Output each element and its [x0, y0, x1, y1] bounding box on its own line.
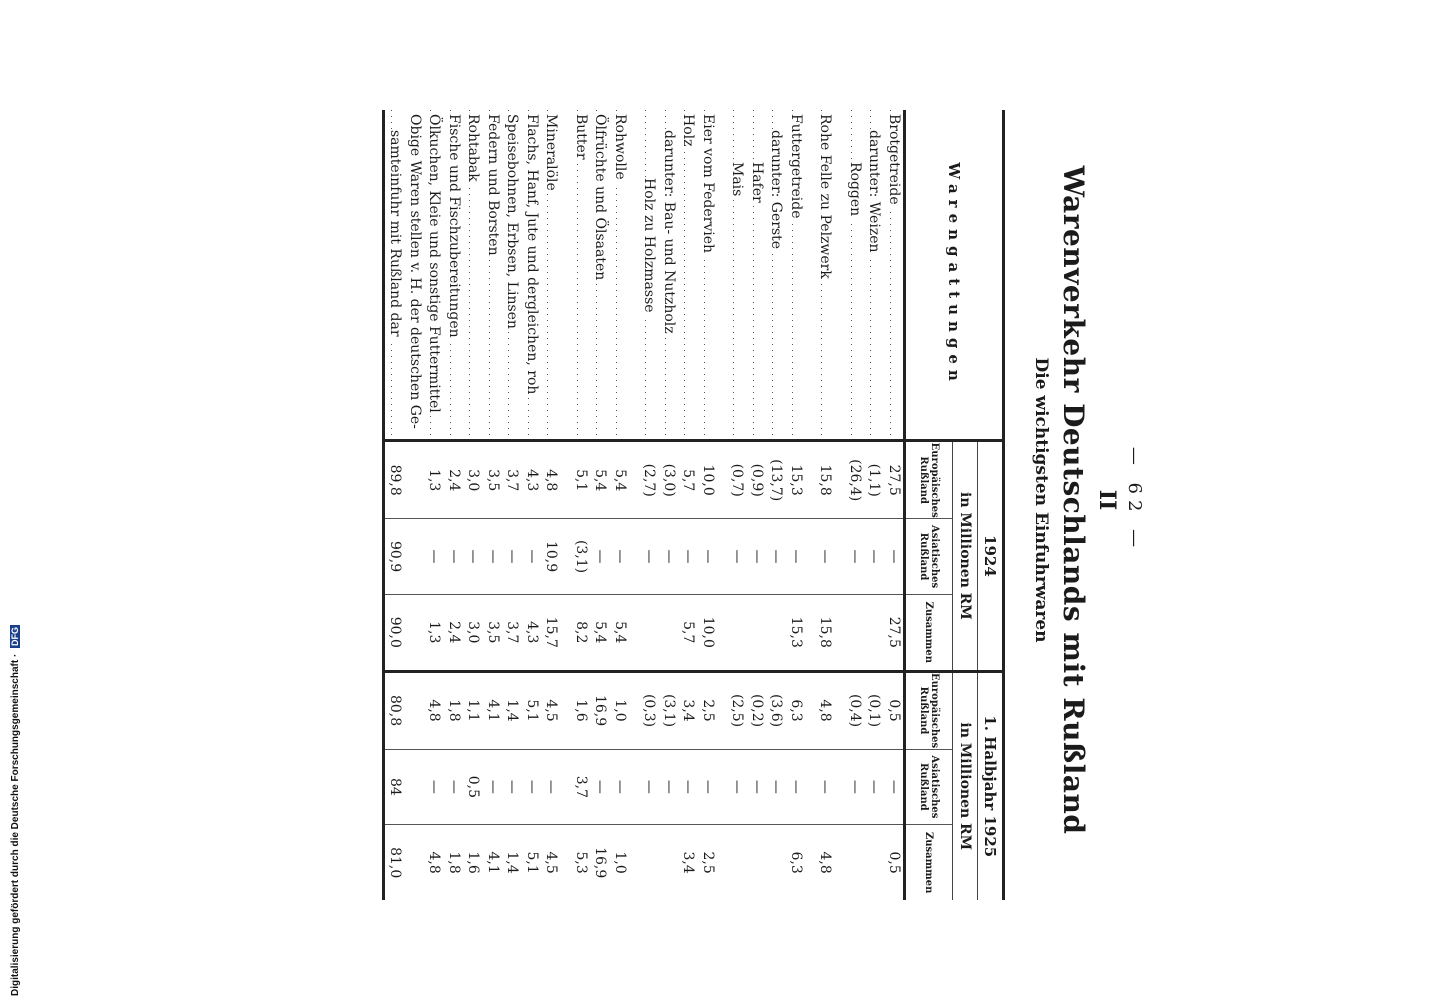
value-cell: 4,8	[426, 851, 443, 874]
page-subtitle: Die wichtigsten Einfuhrwaren	[1031, 357, 1051, 643]
goods-name: Ölfrüchte und Ölsaaten	[593, 114, 609, 283]
value-cell: 0,5	[463, 749, 483, 825]
value-cell: —	[678, 519, 698, 595]
value-cell: —	[639, 749, 659, 825]
value-cell: —	[444, 519, 464, 595]
table-row	[845, 110, 865, 900]
value-cell: 1,6	[571, 671, 591, 749]
section-number: II	[1094, 489, 1120, 511]
value-cell: 0,5	[884, 671, 905, 749]
value-cell: 4,8	[541, 441, 561, 519]
import-table	[378, 110, 1005, 900]
row-spacer	[835, 110, 845, 900]
value-cell: (3,1)	[571, 519, 591, 595]
value-cell: —	[815, 519, 835, 595]
goods-name: Rohe Felle zu Pelzwerk	[818, 114, 834, 282]
goods-name-cell	[502, 110, 522, 441]
value-cell: 4,3	[522, 594, 542, 671]
value-cell: 5,1	[524, 851, 540, 874]
value-cell: —	[864, 749, 884, 825]
value-cell: 1,1	[463, 671, 483, 749]
table-row	[815, 110, 835, 900]
value-cell: (2,5)	[727, 671, 747, 749]
table-row	[659, 110, 679, 900]
table-row	[571, 110, 591, 900]
col-1925-european: Europäisches Rußland	[905, 671, 953, 749]
table-row	[424, 110, 444, 900]
row-spacer	[629, 110, 639, 900]
value-cell: 5,7	[678, 594, 698, 671]
value-cell	[864, 825, 884, 900]
value-cell: (0,9)	[747, 441, 767, 519]
table-bottom-rule	[378, 110, 384, 900]
value-cell	[845, 594, 865, 671]
period-1924-header: 1924	[978, 441, 1004, 671]
table-row	[384, 110, 405, 900]
digitization-credit: Digitalisierung gefördert durch die Deutsche Forschungsgemeinschaft · DFG	[10, 626, 21, 996]
col-1924-total: Zusammen	[905, 594, 953, 671]
col-1925-total: Zusammen	[905, 825, 953, 900]
value-cell: —	[747, 749, 767, 825]
value-cell: 1,8	[444, 671, 464, 749]
goods-name-cell	[815, 110, 835, 441]
table-row	[522, 110, 542, 900]
goods-name-cell	[384, 110, 405, 441]
goods-name: darunter: Gerste	[769, 130, 785, 252]
page-number: — 62 —	[1124, 446, 1145, 554]
rotated-page	[245, 100, 1145, 900]
value-cell: 10,9	[541, 519, 561, 595]
value-cell: —	[747, 519, 767, 595]
value-cell: 90,9	[384, 519, 405, 595]
value-cell: —	[444, 749, 464, 825]
value-cell: 3,0	[463, 441, 483, 519]
value-cell	[405, 749, 425, 825]
goods-name-cell	[639, 110, 659, 441]
table-row	[463, 110, 483, 900]
table-body	[378, 110, 905, 900]
unit-1924: in Millionen RM	[953, 441, 978, 671]
value-cell: 89,8	[384, 441, 405, 519]
value-cell	[864, 594, 884, 671]
goods-name: Mineralöle	[544, 114, 560, 194]
value-cell: 1,8	[446, 851, 462, 874]
value-cell	[405, 825, 425, 900]
value-cell: —	[698, 749, 718, 825]
value-cell: —	[424, 519, 444, 595]
value-cell: 1,4	[504, 851, 521, 874]
table-row	[747, 110, 767, 900]
goods-name: Ölkuchen, Kleie und sonstige Futtermittel	[427, 114, 443, 416]
value-cell: 8,2	[571, 594, 591, 671]
goods-name: Holz	[681, 114, 697, 150]
value-cell	[405, 519, 425, 595]
value-cell: 15,8	[815, 441, 835, 519]
value-cell: —	[727, 749, 747, 825]
goods-name: Brotgetreide	[886, 114, 902, 208]
value-cell: 4,8	[815, 671, 835, 749]
value-cell: 4,3	[522, 441, 542, 519]
goods-name-cell	[786, 110, 806, 441]
value-cell: 84	[384, 749, 405, 825]
value-cell: 4,5	[541, 671, 561, 749]
value-cell: —	[815, 749, 835, 825]
value-cell: (13,7)	[766, 441, 786, 519]
value-cell: —	[590, 749, 610, 825]
value-cell: 5,4	[610, 441, 630, 519]
table-row	[590, 110, 610, 900]
value-cell: 15,3	[786, 594, 806, 671]
period-1925-header: 1. Halbjahr 1925	[978, 671, 1004, 900]
value-cell: 5,4	[590, 594, 610, 671]
value-cell	[405, 594, 425, 671]
row-spacer	[561, 110, 571, 900]
goods-name-cell	[766, 110, 786, 441]
value-cell: —	[766, 519, 786, 595]
value-cell: 10,0	[698, 594, 718, 671]
value-cell: 3,5	[483, 441, 503, 519]
goods-name: Roggen	[847, 162, 863, 219]
value-cell: —	[610, 519, 630, 595]
goods-name: darunter: Bau- und Nutzholz	[661, 130, 677, 337]
value-cell: —	[845, 519, 865, 595]
value-cell: —	[502, 749, 522, 825]
goods-name: Rohtabak	[466, 114, 482, 185]
goods-name: Obige Waren stellen v. H. der deutschen Ge-	[407, 114, 423, 432]
goods-name-cell	[698, 110, 718, 441]
table-row	[727, 110, 747, 900]
goods-name: Butter	[573, 114, 589, 163]
value-cell: —	[610, 749, 630, 825]
value-cell: 4,8	[424, 671, 444, 749]
value-cell: 80,8	[384, 671, 405, 749]
table-row	[639, 110, 659, 900]
value-cell: 3,4	[680, 851, 697, 874]
table-row	[864, 110, 884, 900]
value-cell: —	[786, 519, 806, 595]
value-cell: 16,9	[590, 671, 610, 749]
value-cell: —	[884, 519, 905, 595]
goods-name-cell	[483, 110, 503, 441]
value-cell: 3,7	[502, 441, 522, 519]
value-cell: 5,4	[610, 594, 630, 671]
value-cell: 6,3	[786, 671, 806, 749]
row-spacer	[805, 110, 815, 900]
value-cell: 3,7	[571, 749, 591, 825]
value-cell: —	[727, 519, 747, 595]
table-row	[786, 110, 806, 900]
col-1924-asian: Asiatisches Rußland	[905, 519, 953, 595]
value-cell: 6,3	[788, 851, 804, 874]
value-cell: 4,1	[483, 671, 503, 749]
goods-name: samteinfuhr mit Rußland dar	[388, 130, 404, 340]
value-cell: 90,0	[384, 594, 405, 671]
goods-name-cell	[678, 110, 698, 441]
value-cell: (0,2)	[747, 671, 767, 749]
value-cell: 3,7	[502, 594, 522, 671]
goods-name-cell	[864, 110, 884, 441]
value-cell: 2,5	[698, 671, 718, 749]
value-cell: —	[590, 519, 610, 595]
value-cell: 16,9	[592, 847, 609, 879]
value-cell: (0,7)	[727, 441, 747, 519]
value-cell: 15,3	[786, 441, 806, 519]
value-cell: —	[845, 749, 865, 825]
value-cell	[405, 441, 425, 519]
value-cell: —	[522, 519, 542, 595]
goods-name: darunter: Weizen	[867, 130, 883, 256]
table-row	[541, 110, 561, 900]
table-row	[405, 110, 425, 900]
goods-name-cell	[463, 110, 483, 441]
value-cell	[659, 594, 679, 671]
value-cell: 27,5	[884, 441, 905, 519]
row-spacer	[717, 110, 727, 900]
value-cell: —	[424, 749, 444, 825]
value-cell: —	[639, 519, 659, 595]
value-cell: 27,5	[884, 594, 905, 671]
value-cell: 15,8	[815, 594, 835, 671]
table-row	[483, 110, 503, 900]
value-cell: —	[502, 519, 522, 595]
value-cell: 5,1	[571, 441, 591, 519]
value-cell: 4,8	[817, 851, 834, 874]
value-cell: (3,6)	[766, 671, 786, 749]
value-cell: 3,4	[678, 671, 698, 749]
value-cell: 1,6	[465, 851, 482, 874]
col-1925-asian: Asiatisches Rußland	[905, 749, 953, 825]
goods-name: Federn und Borsten	[485, 114, 501, 259]
value-cell: 5,1	[522, 671, 542, 749]
value-cell: 10,0	[698, 441, 718, 519]
value-cell: 4,1	[485, 851, 501, 874]
goods-name: Eier vom Federvieh	[700, 114, 716, 256]
value-cell: 1,3	[424, 594, 444, 671]
page-header	[1031, 100, 1145, 900]
goods-name-cell	[405, 110, 425, 441]
goods-name-cell	[845, 110, 865, 441]
value-cell: —	[463, 519, 483, 595]
value-cell: —	[659, 749, 679, 825]
table-row	[502, 110, 522, 900]
value-cell	[727, 594, 747, 671]
goods-name: Mais	[730, 162, 746, 199]
value-cell	[639, 594, 659, 671]
value-cell	[727, 825, 747, 900]
goods-name-cell	[610, 110, 630, 441]
goods-name-cell	[727, 110, 747, 441]
goods-name: Flachs, Hanf, Jute und dergleichen, roh	[524, 114, 540, 397]
value-cell: 5,4	[590, 441, 610, 519]
dfg-logo: DFG	[10, 626, 21, 646]
goods-name: Futtergetreide	[788, 114, 804, 222]
value-cell: —	[786, 749, 806, 825]
value-cell: 1,0	[610, 671, 630, 749]
table-row	[444, 110, 464, 900]
value-cell	[639, 825, 659, 900]
value-cell: 5,3	[573, 851, 589, 874]
value-cell: (0,3)	[639, 671, 659, 749]
value-cell: 1,4	[502, 671, 522, 749]
value-cell: —	[678, 749, 698, 825]
value-cell: 2,5	[700, 851, 716, 874]
value-cell: 3,0	[463, 594, 483, 671]
table-row	[766, 110, 786, 900]
value-cell: (3,1)	[659, 671, 679, 749]
value-cell: 2,4	[444, 594, 464, 671]
value-cell: (2,7)	[639, 441, 659, 519]
goods-name-cell	[522, 110, 542, 441]
value-cell: —	[541, 749, 561, 825]
value-cell: —	[522, 749, 542, 825]
goods-name: Rohwolle	[612, 114, 628, 183]
table-row	[610, 110, 630, 900]
value-cell: 1,0	[612, 851, 628, 874]
value-cell: —	[483, 519, 503, 595]
value-cell: (1,1)	[864, 441, 884, 519]
goods-name-cell	[571, 110, 591, 441]
value-cell: 4,5	[543, 851, 560, 874]
value-cell	[405, 671, 425, 749]
value-cell	[766, 825, 786, 900]
goods-name-cell	[541, 110, 561, 441]
value-cell: (3,0)	[659, 441, 679, 519]
goods-name-cell	[747, 110, 767, 441]
value-cell: 1,3	[424, 441, 444, 519]
value-cell: —	[659, 519, 679, 595]
goods-name-cell	[659, 110, 679, 441]
value-cell: 3,5	[483, 594, 503, 671]
value-cell: 0,5	[886, 851, 902, 874]
table-row	[678, 110, 698, 900]
value-cell: —	[864, 519, 884, 595]
value-cell: —	[483, 749, 503, 825]
value-cell: 15,7	[541, 594, 561, 671]
unit-1925: in Millionen RM	[953, 671, 978, 900]
goods-header: Warengattungen	[905, 110, 1004, 441]
value-cell: 5,7	[678, 441, 698, 519]
value-cell	[766, 594, 786, 671]
goods-name-cell	[884, 110, 905, 441]
value-cell	[659, 825, 679, 900]
table-row	[698, 110, 718, 900]
value-cell: (26,4)	[845, 441, 865, 519]
value-cell	[747, 825, 767, 900]
goods-name: Speisebohnen, Erbsen, Linsen	[505, 114, 521, 332]
col-1924-european: Europäisches Rußland	[905, 441, 953, 519]
table-row	[884, 110, 905, 900]
goods-name-cell	[444, 110, 464, 441]
value-cell: (0,1)	[864, 671, 884, 749]
value-cell: —	[884, 749, 905, 825]
footer-text: Digitalisierung gefördert durch die Deutsche Forschungsgemeinschaft	[10, 659, 21, 996]
page-title: Warenverkehr Deutschlands mit Rußland	[1057, 165, 1090, 835]
value-cell	[845, 825, 865, 900]
goods-name-cell	[424, 110, 444, 441]
value-cell: —	[698, 519, 718, 595]
value-cell	[747, 594, 767, 671]
goods-name: Hafer	[749, 162, 765, 206]
goods-name: Fische und Fischzubereitungen	[446, 114, 462, 341]
goods-name-cell	[590, 110, 610, 441]
value-cell: 81,0	[387, 847, 404, 879]
value-cell: (0,4)	[845, 671, 865, 749]
goods-name: Holz zu Holzmasse	[642, 178, 658, 316]
value-cell: —	[766, 749, 786, 825]
value-cell: 2,4	[444, 441, 464, 519]
